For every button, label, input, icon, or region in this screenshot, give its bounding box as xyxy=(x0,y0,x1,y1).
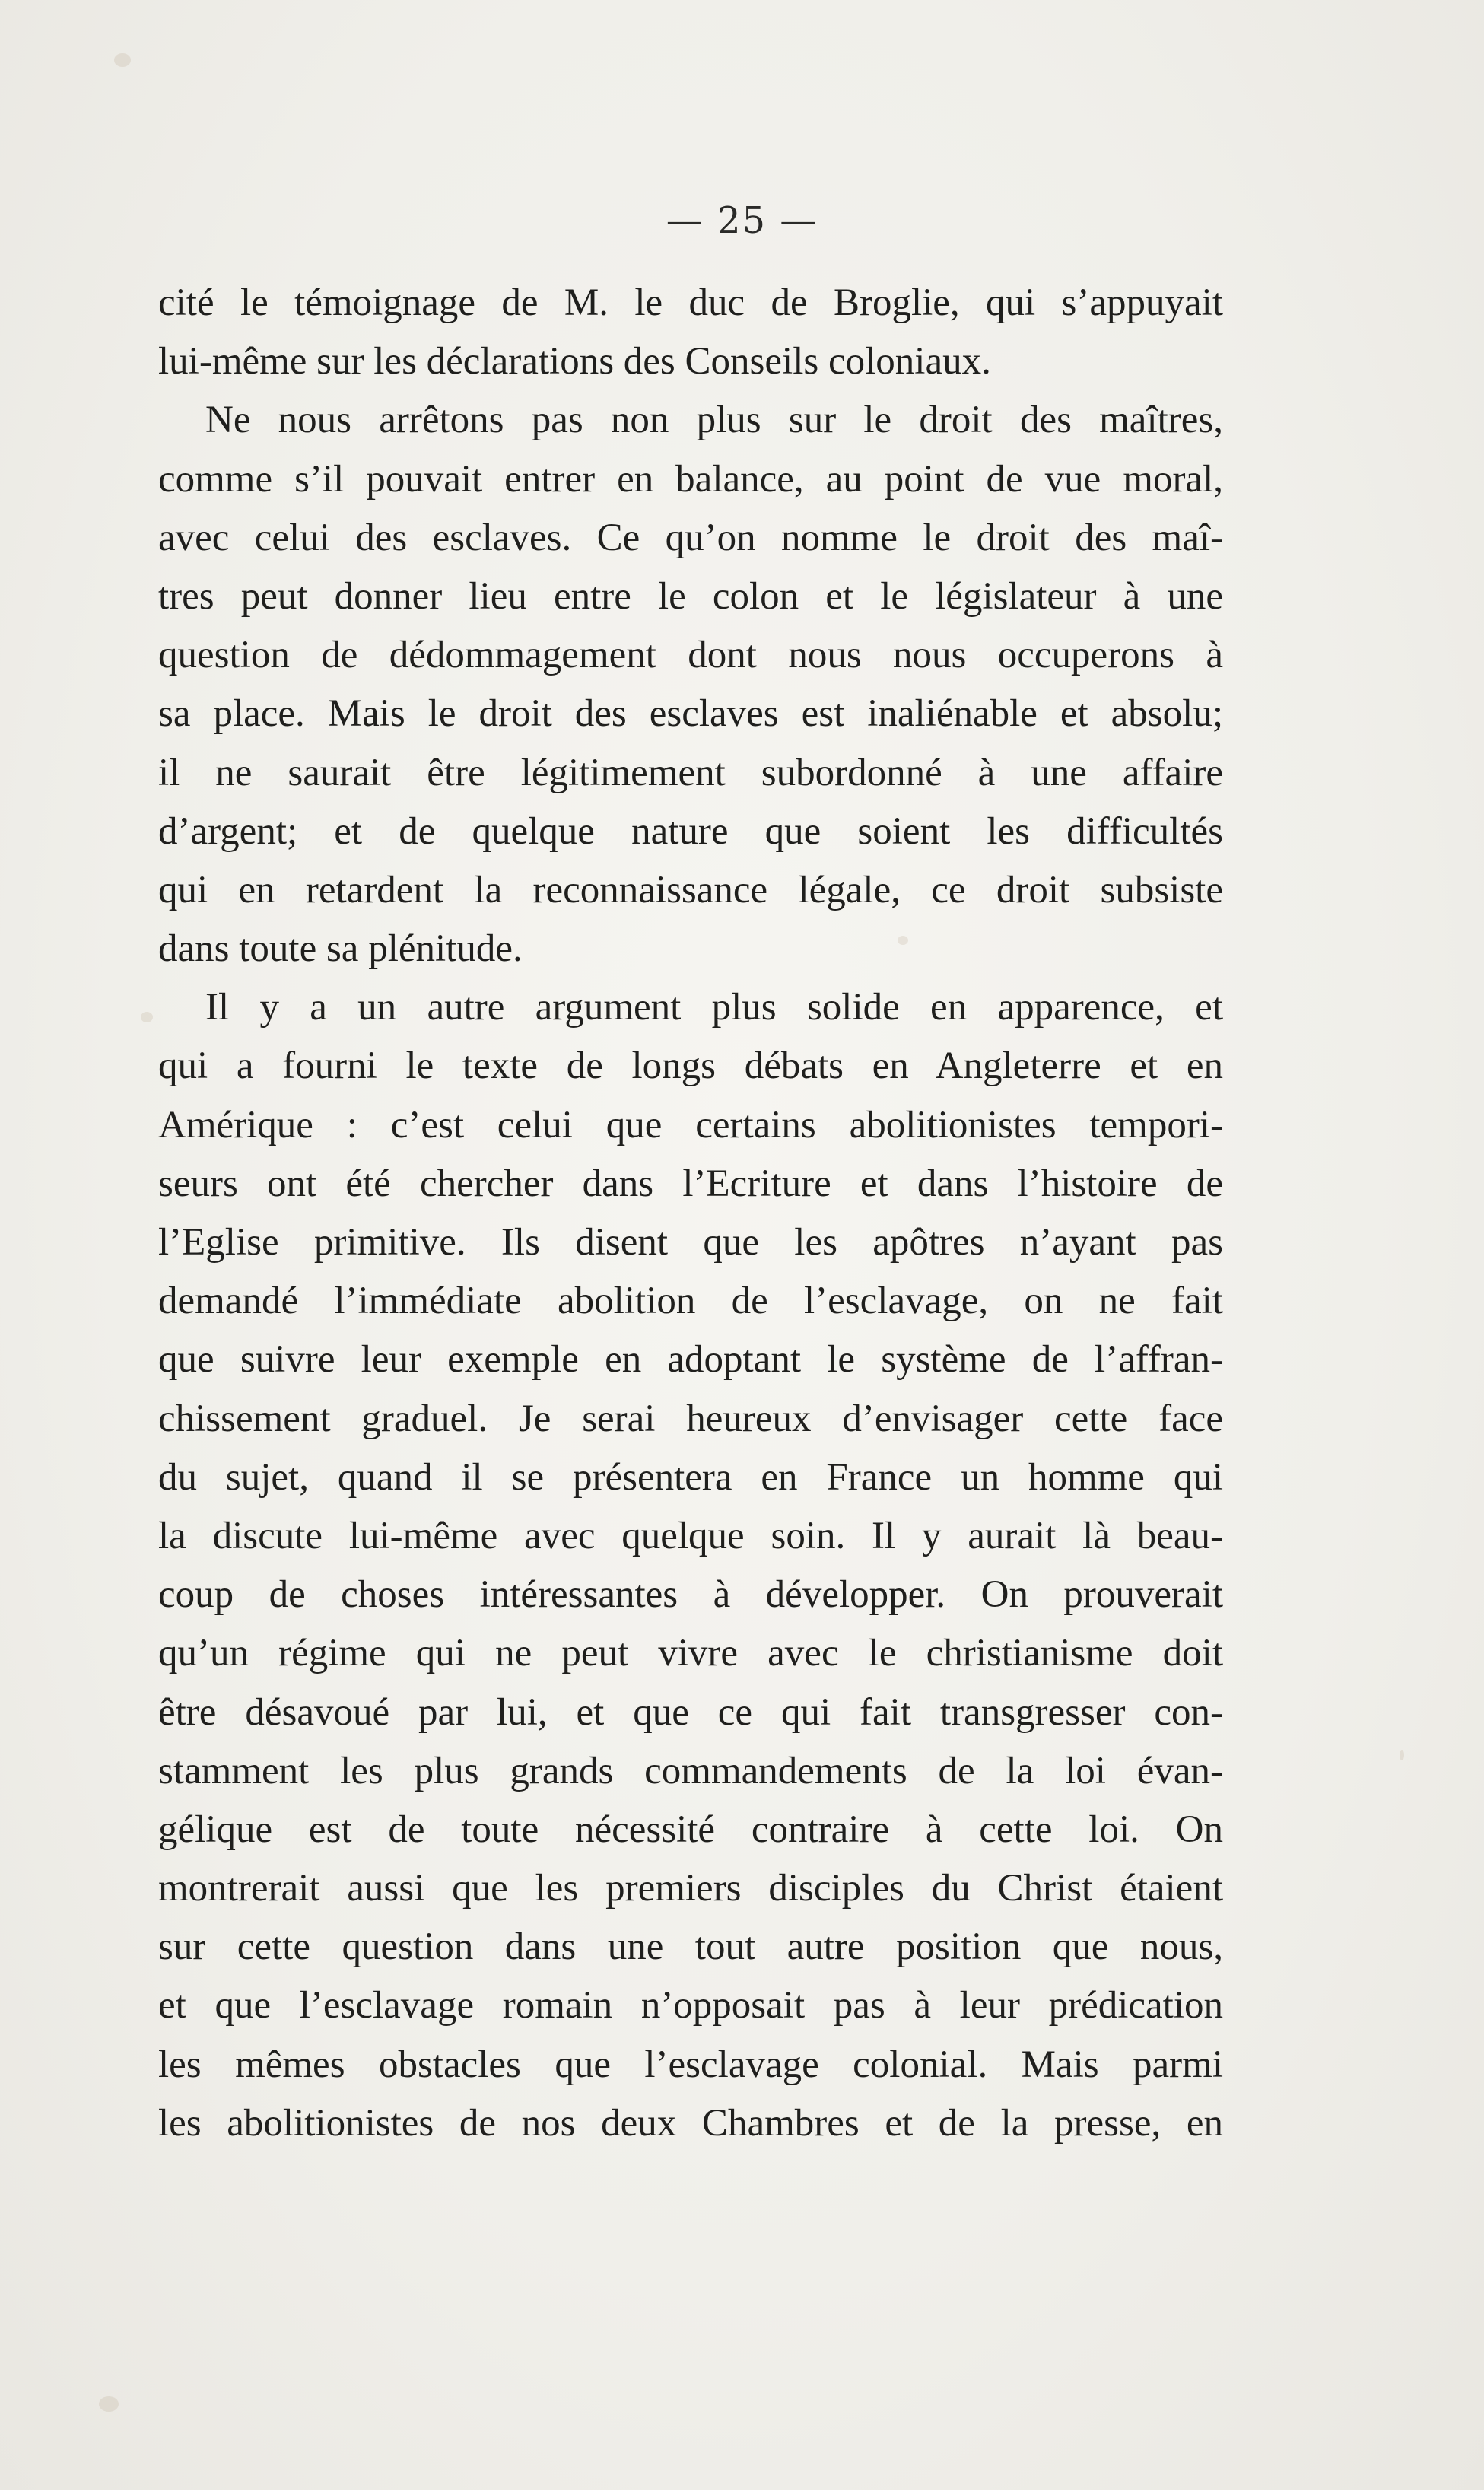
text-line: qui a fourni le texte de longs débats en Angleterre et en xyxy=(158,1045,1223,1088)
paper-stain xyxy=(141,1012,153,1022)
text-line: chissement graduel. Je serai heureux d’envisager cette face xyxy=(158,1397,1223,1440)
text-line: coup de choses intéressantes à développer. On prouverait xyxy=(158,1573,1223,1617)
text-line: la discute lui-même avec quelque soin. Il y aurait là beau- xyxy=(158,1514,1223,1557)
text-line: seurs ont été chercher dans l’Ecriture et dans l’histoire de xyxy=(158,1162,1223,1205)
text-line: Ne nous arrêtons pas non plus sur le droit des maîtres, xyxy=(205,399,1223,442)
text-line: qu’un régime qui ne peut vivre avec le christianisme doit xyxy=(158,1632,1223,1675)
text-line: cité le témoignage de M. le duc de Broglie, qui s’appuyait xyxy=(158,281,1223,324)
text-line: être désavoué par lui, et que ce qui fait transgresser con- xyxy=(158,1690,1223,1734)
body-text xyxy=(158,274,1223,2153)
text-line: Il y a un autre argument plus solide en apparence, et xyxy=(205,986,1223,1029)
text-line: sur cette question dans une tout autre position que nous, xyxy=(158,1926,1223,1969)
paper-stain xyxy=(99,2396,119,2412)
paper-stain xyxy=(114,53,131,67)
text-line: que suivre leur exemple en adoptant le système de l’affran- xyxy=(158,1338,1223,1382)
text-line: montrerait aussi que les premiers disciples du Christ étaient xyxy=(158,1867,1223,1910)
text-line: gélique est de toute nécessité contraire à cette loi. On xyxy=(158,1808,1223,1851)
text-line: tres peut donner lieu entre le colon et le législateur à une xyxy=(158,574,1223,618)
text-line: question de dédommagement dont nous nous occuperons à xyxy=(158,634,1223,677)
text-line: les abolitionistes de nos deux Chambres et de la presse, en xyxy=(158,2101,1223,2145)
text-line: lui-même sur les déclarations des Conseils coloniaux. xyxy=(158,340,991,383)
text-line: comme s’il pouvait entrer en balance, au point de vue moral, xyxy=(158,457,1223,501)
text-line: d’argent; et de quelque nature que soient les difficultés xyxy=(158,809,1223,853)
text-line: Amérique : c’est celui que certains abolitionistes tempori- xyxy=(158,1103,1223,1146)
text-line: sa place. Mais le droit des esclaves est inaliénable et absolu; xyxy=(158,692,1223,736)
text-line: du sujet, quand il se présentera en France un homme qui xyxy=(158,1455,1223,1499)
text-line: stamment les plus grands commandements de la loi évan- xyxy=(158,1749,1223,1792)
text-line: dans toute sa plénitude. xyxy=(158,927,523,971)
text-line: qui en retardent la reconnaissance légale, ce droit subsiste xyxy=(158,868,1223,911)
text-line: demandé l’immédiate abolition de l’esclavage, on ne fait xyxy=(158,1280,1223,1323)
paper-stain xyxy=(1400,1750,1404,1760)
text-line: les mêmes obstacles que l’esclavage colonial. Mais parmi xyxy=(158,2043,1223,2086)
text-line: l’Eglise primitive. Ils disent que les apôtres n’ayant pas xyxy=(158,1221,1223,1264)
page-number: — 25 — xyxy=(666,199,818,242)
text-line: il ne saurait être légitimement subordonné à une affaire xyxy=(158,751,1223,794)
text-line: avec celui des esclaves. Ce qu’on nomme le droit des maî- xyxy=(158,516,1223,559)
text-line: et que l’esclavage romain n’opposait pas à leur prédication xyxy=(158,1984,1223,2027)
